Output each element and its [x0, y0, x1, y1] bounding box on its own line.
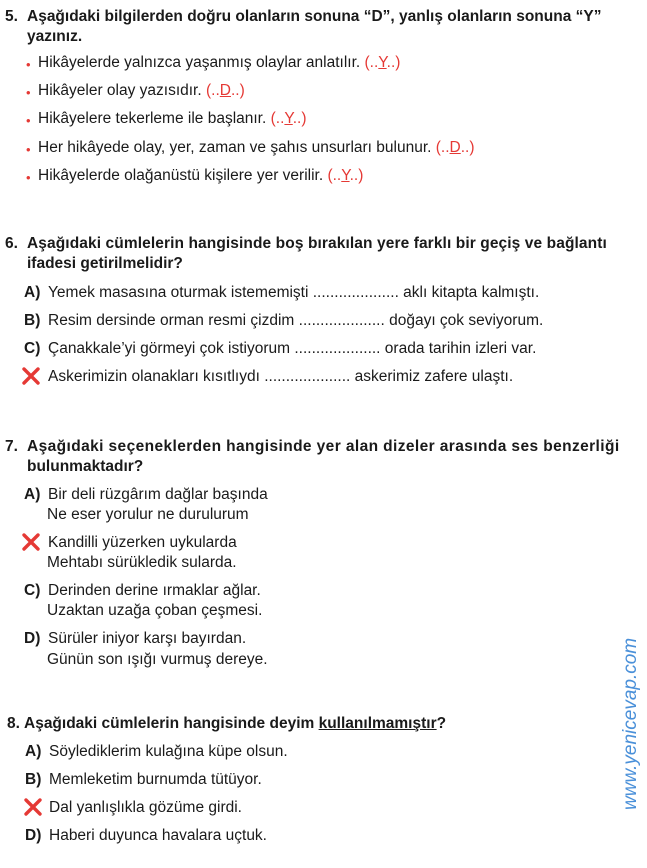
q7-option-label: C)	[24, 582, 41, 599]
q8-option-b[interactable]	[25, 770, 262, 790]
q5-item-answer: (..Y..)	[270, 110, 307, 127]
q7-option-line1: Bir deli rüzgârım dağlar başında	[48, 486, 268, 503]
q5-answer-letter: Y	[341, 167, 350, 184]
q8-option-a[interactable]	[25, 742, 288, 762]
q6-option-label: A)	[24, 284, 41, 301]
q8-stem-after: ?	[436, 715, 447, 732]
q7-option-line1: Sürüler iniyor karşı bayırdan.	[48, 630, 247, 647]
bullet-icon: •	[26, 142, 31, 157]
q6-option-text: Askerimizin olanakları kısıtlıydı .................... askerimiz zafere ulaştı.	[48, 368, 514, 385]
q7-option-c-line2	[47, 601, 262, 621]
q7-option-line1: Kandilli yüzerken uykularda	[48, 534, 237, 551]
q7-stem-line2: bulunmaktadır?	[27, 458, 144, 475]
watermark	[614, 592, 644, 812]
q8-option-label: A)	[25, 743, 42, 760]
q5-stem-line2: yazınız.	[27, 28, 83, 45]
q7-option-line2: Mehtabı sürükledik sularda.	[47, 554, 237, 571]
answer-cross-mark-icon	[21, 366, 41, 386]
q5-item-answer: (..D..)	[435, 139, 475, 156]
q7-option-line2: Uzaktan uzağa çoban çeşmesi.	[47, 602, 263, 619]
q7-option-d[interactable]	[24, 629, 246, 649]
q6-number: 6.	[5, 235, 18, 252]
answer-cross-mark-icon	[23, 797, 43, 817]
q5-answer-letter: Y	[378, 54, 387, 71]
q6-stem-line1: Aşağıdaki cümlelerin hangisinde boş bırakılan yere farklı bir geçiş ve bağlantı	[27, 235, 607, 252]
q8-option-label: D)	[25, 827, 42, 844]
q8-option-text: Dal yanlışlıkla gözüme girdi.	[49, 799, 242, 816]
answer-cross-mark-icon	[21, 532, 41, 552]
q7-option-line1: Derinden derine ırmaklar ağlar.	[48, 582, 261, 599]
q7-option-line2: Günün son ışığı vurmuş dereye.	[47, 651, 268, 668]
q8-option-text: Söylediklerim kulağına küpe olsun.	[49, 743, 288, 760]
q6-stem-line2: ifadesi getirilmelidir?	[27, 255, 183, 272]
q8-option-text: Haberi duyunca havalara uçtuk.	[49, 827, 267, 844]
q6-option-text: Resim dersinde orman resmi çizdim .................... doğayı çok seviyorum.	[48, 312, 544, 329]
bullet-icon: •	[26, 170, 31, 185]
q5-item	[38, 138, 475, 158]
watermark-text: www.yenicevap.com	[620, 637, 641, 810]
q8-stem-before: Aşağıdaki cümlelerin hangisinde deyim	[24, 715, 319, 732]
q8-stem-underlined: kullanılmamıştır	[318, 715, 437, 732]
q5-number: 5.	[5, 8, 18, 25]
q5-item-text: Hikâyelerde yalnızca yaşanmış olaylar anlatılır.	[38, 54, 361, 71]
q5-answer-letter: Y	[284, 110, 293, 127]
q8-number: 8.	[7, 715, 20, 732]
q7-option-line2: Ne eser yorulur ne durulurum	[47, 506, 249, 523]
q5-item	[38, 166, 363, 186]
q6-option-text: Yemek masasına oturmak istememişti .................... aklı kitapta kalmıştı.	[48, 284, 540, 301]
q8-stem-text	[24, 713, 624, 734]
q7-number: 7.	[5, 438, 18, 455]
q6-option-text: Çanakkale’yi görmeyi çok istiyorum .................... orada tarihin izleri var.	[48, 340, 537, 357]
q8-option-d[interactable]	[25, 826, 267, 846]
q7-option-a-line2	[47, 505, 249, 525]
q8-option-text: Memleketim burnumda tütüyor.	[49, 771, 262, 788]
q5-stem-line1: Aşağıdaki bilgilerden doğru olanların sonuna “D”, yanlış olanların sonuna “Y”	[27, 8, 602, 25]
q6-option-d[interactable]	[24, 367, 513, 387]
q6-option-a[interactable]	[24, 283, 539, 303]
q5-item-answer: (..Y..)	[364, 54, 401, 71]
q7-option-b-line2	[47, 553, 237, 573]
q7-option-c[interactable]	[24, 581, 261, 601]
q5-item-text: Hikâyelere tekerleme ile başlanır.	[38, 110, 267, 127]
q5-item-answer: (..Y..)	[327, 167, 364, 184]
q6-option-c[interactable]	[24, 339, 536, 359]
q6-option-b[interactable]	[24, 311, 543, 331]
bullet-icon: •	[26, 85, 31, 100]
q7-option-label: A)	[24, 486, 41, 503]
bullet-icon: •	[26, 113, 31, 128]
q5-item	[38, 109, 307, 129]
q5-item	[38, 53, 400, 73]
q7-option-label: D)	[24, 630, 41, 647]
q6-option-label: C)	[24, 340, 41, 357]
q5-item-text: Hikâyelerde olağanüstü kişilere yer verilir.	[38, 167, 324, 184]
q5-item-answer: (..D..)	[206, 82, 245, 99]
bullet-icon: •	[26, 57, 31, 72]
q5-answer-letter: D	[219, 82, 231, 99]
q8-option-c[interactable]	[25, 798, 242, 818]
q5-item	[38, 81, 245, 101]
q7-option-a[interactable]	[24, 485, 268, 505]
q8-option-label: B)	[25, 771, 42, 788]
q5-item-text: Hikâyeler olay yazısıdır.	[38, 82, 202, 99]
q7-option-d-line2	[47, 650, 268, 670]
q5-item-text: Her hikâyede olay, yer, zaman ve şahıs unsurları bulunur.	[38, 139, 432, 156]
q6-option-label: B)	[24, 312, 41, 329]
q7-option-b[interactable]	[24, 533, 237, 553]
q7-stem-line1: Aşağıdaki seçeneklerden hangisinde yer alan dizeler arasında ses benzerliği	[27, 438, 620, 455]
q5-answer-letter: D	[449, 139, 461, 156]
